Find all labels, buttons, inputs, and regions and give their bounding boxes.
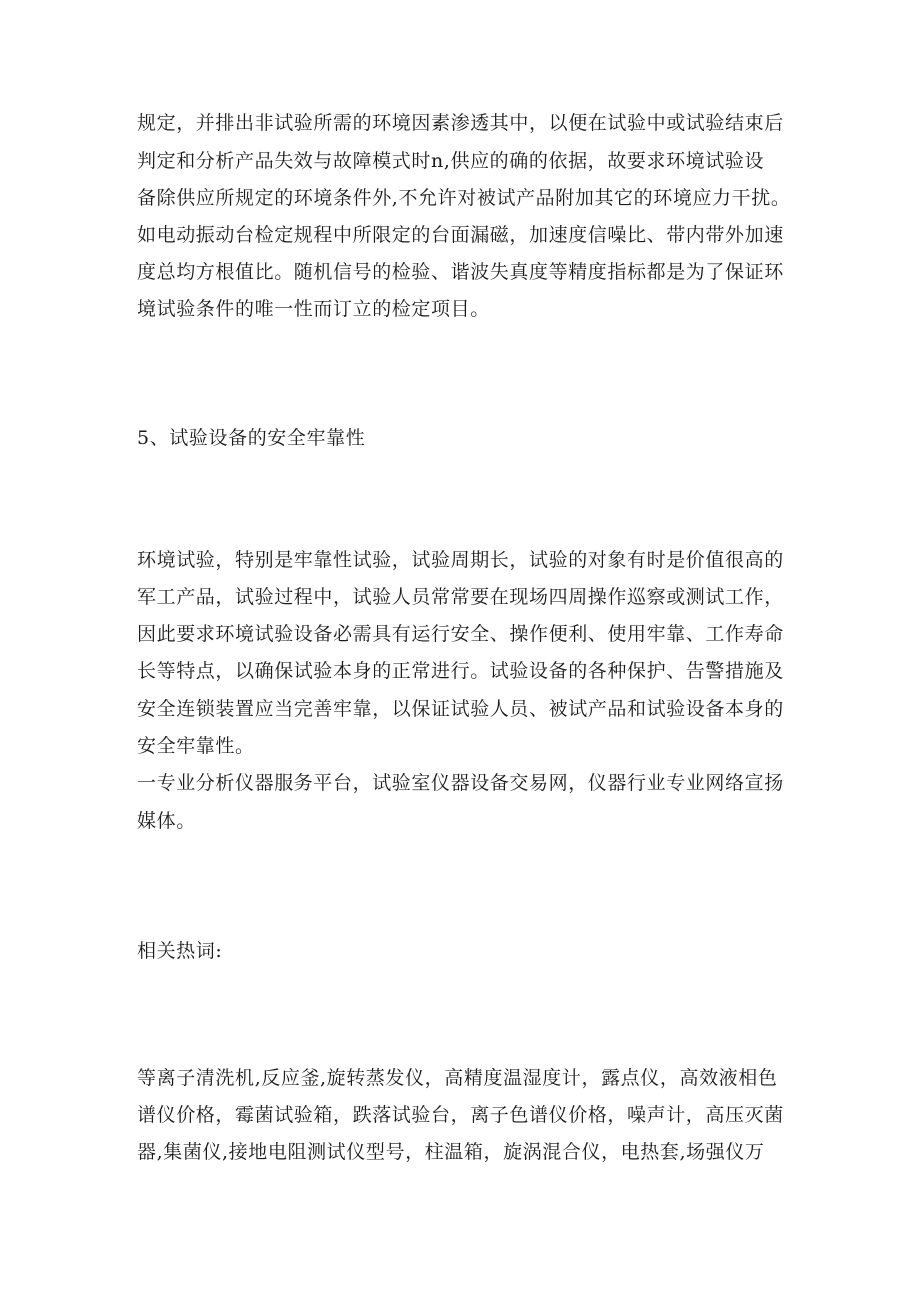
keyword-list-line: 谱仪价格，霉菌试验箱，跌落试验台，离子色谱仪价格，噪声计，高压灭菌 bbox=[137, 1104, 784, 1126]
paragraph-2-line: 环境试验，特别是牢靠性试验，试验周期长，试验的对象有时是价值很高的 bbox=[137, 549, 784, 571]
section-heading: 5、试验设备的安全牢靠性 bbox=[137, 427, 366, 449]
paragraph-3-line: 媒体。 bbox=[137, 810, 196, 832]
keyword-list-line: 等离子清洗机,反应釜,旋转蒸发仪，高精度温湿度计，露点仪，高效液相色 bbox=[137, 1067, 778, 1089]
paragraph-1-line: 度总均方根值比。随机信号的检验、谐波失真度等精度指标都是为了保证环 bbox=[137, 261, 784, 283]
paragraph-1-line: 备除供应所规定的环境条件外,不允许对被试产品附加其它的环境应力干扰。 bbox=[137, 187, 791, 209]
paragraph-2-line: 因此要求环境试验设备必需具有运行安全、操作便利、使用牢靠、工作寿命 bbox=[137, 623, 784, 645]
paragraph-2-line: 长等特点，以确保试验本身的正常进行。试验设备的各种保护、告警措施及 bbox=[137, 660, 784, 682]
paragraph-1-line: 判定和分析产品失效与故障模式时n,供应的确的依据，故要求环境试验设 bbox=[137, 150, 765, 172]
paragraph-2-line: 安全牢靠性。 bbox=[137, 735, 255, 757]
paragraph-1-line: 如电动振动台检定规程中所限定的台面漏磁，加速度信噪比、带内带外加速 bbox=[137, 224, 784, 246]
paragraph-2-line: 军工产品，试验过程中，试验人员常常要在现场四周操作巡察或测试工作， bbox=[137, 586, 784, 608]
paragraph-1-line: 规定，并排出非试验所需的环境因素渗透其中，以便在试验中或试验结束后 bbox=[137, 112, 784, 134]
paragraph-2-line: 安全连锁装置应当完善牢靠，以保证试验人员、被试产品和试验设备本身的 bbox=[137, 698, 784, 720]
keyword-list-line: 器,集菌仪,接地电阻测试仪型号，柱温箱，旋涡混合仪，电热套,场强仪万 bbox=[137, 1141, 765, 1163]
paragraph-3-line: 一专业分析仪器服务平台，试验室仪器设备交易网，仪器行业专业网络宣扬 bbox=[137, 772, 784, 794]
related-keywords-label: 相关热词: bbox=[137, 940, 223, 962]
paragraph-1-line: 境试验条件的唯一性而订立的检定项目。 bbox=[137, 298, 490, 320]
